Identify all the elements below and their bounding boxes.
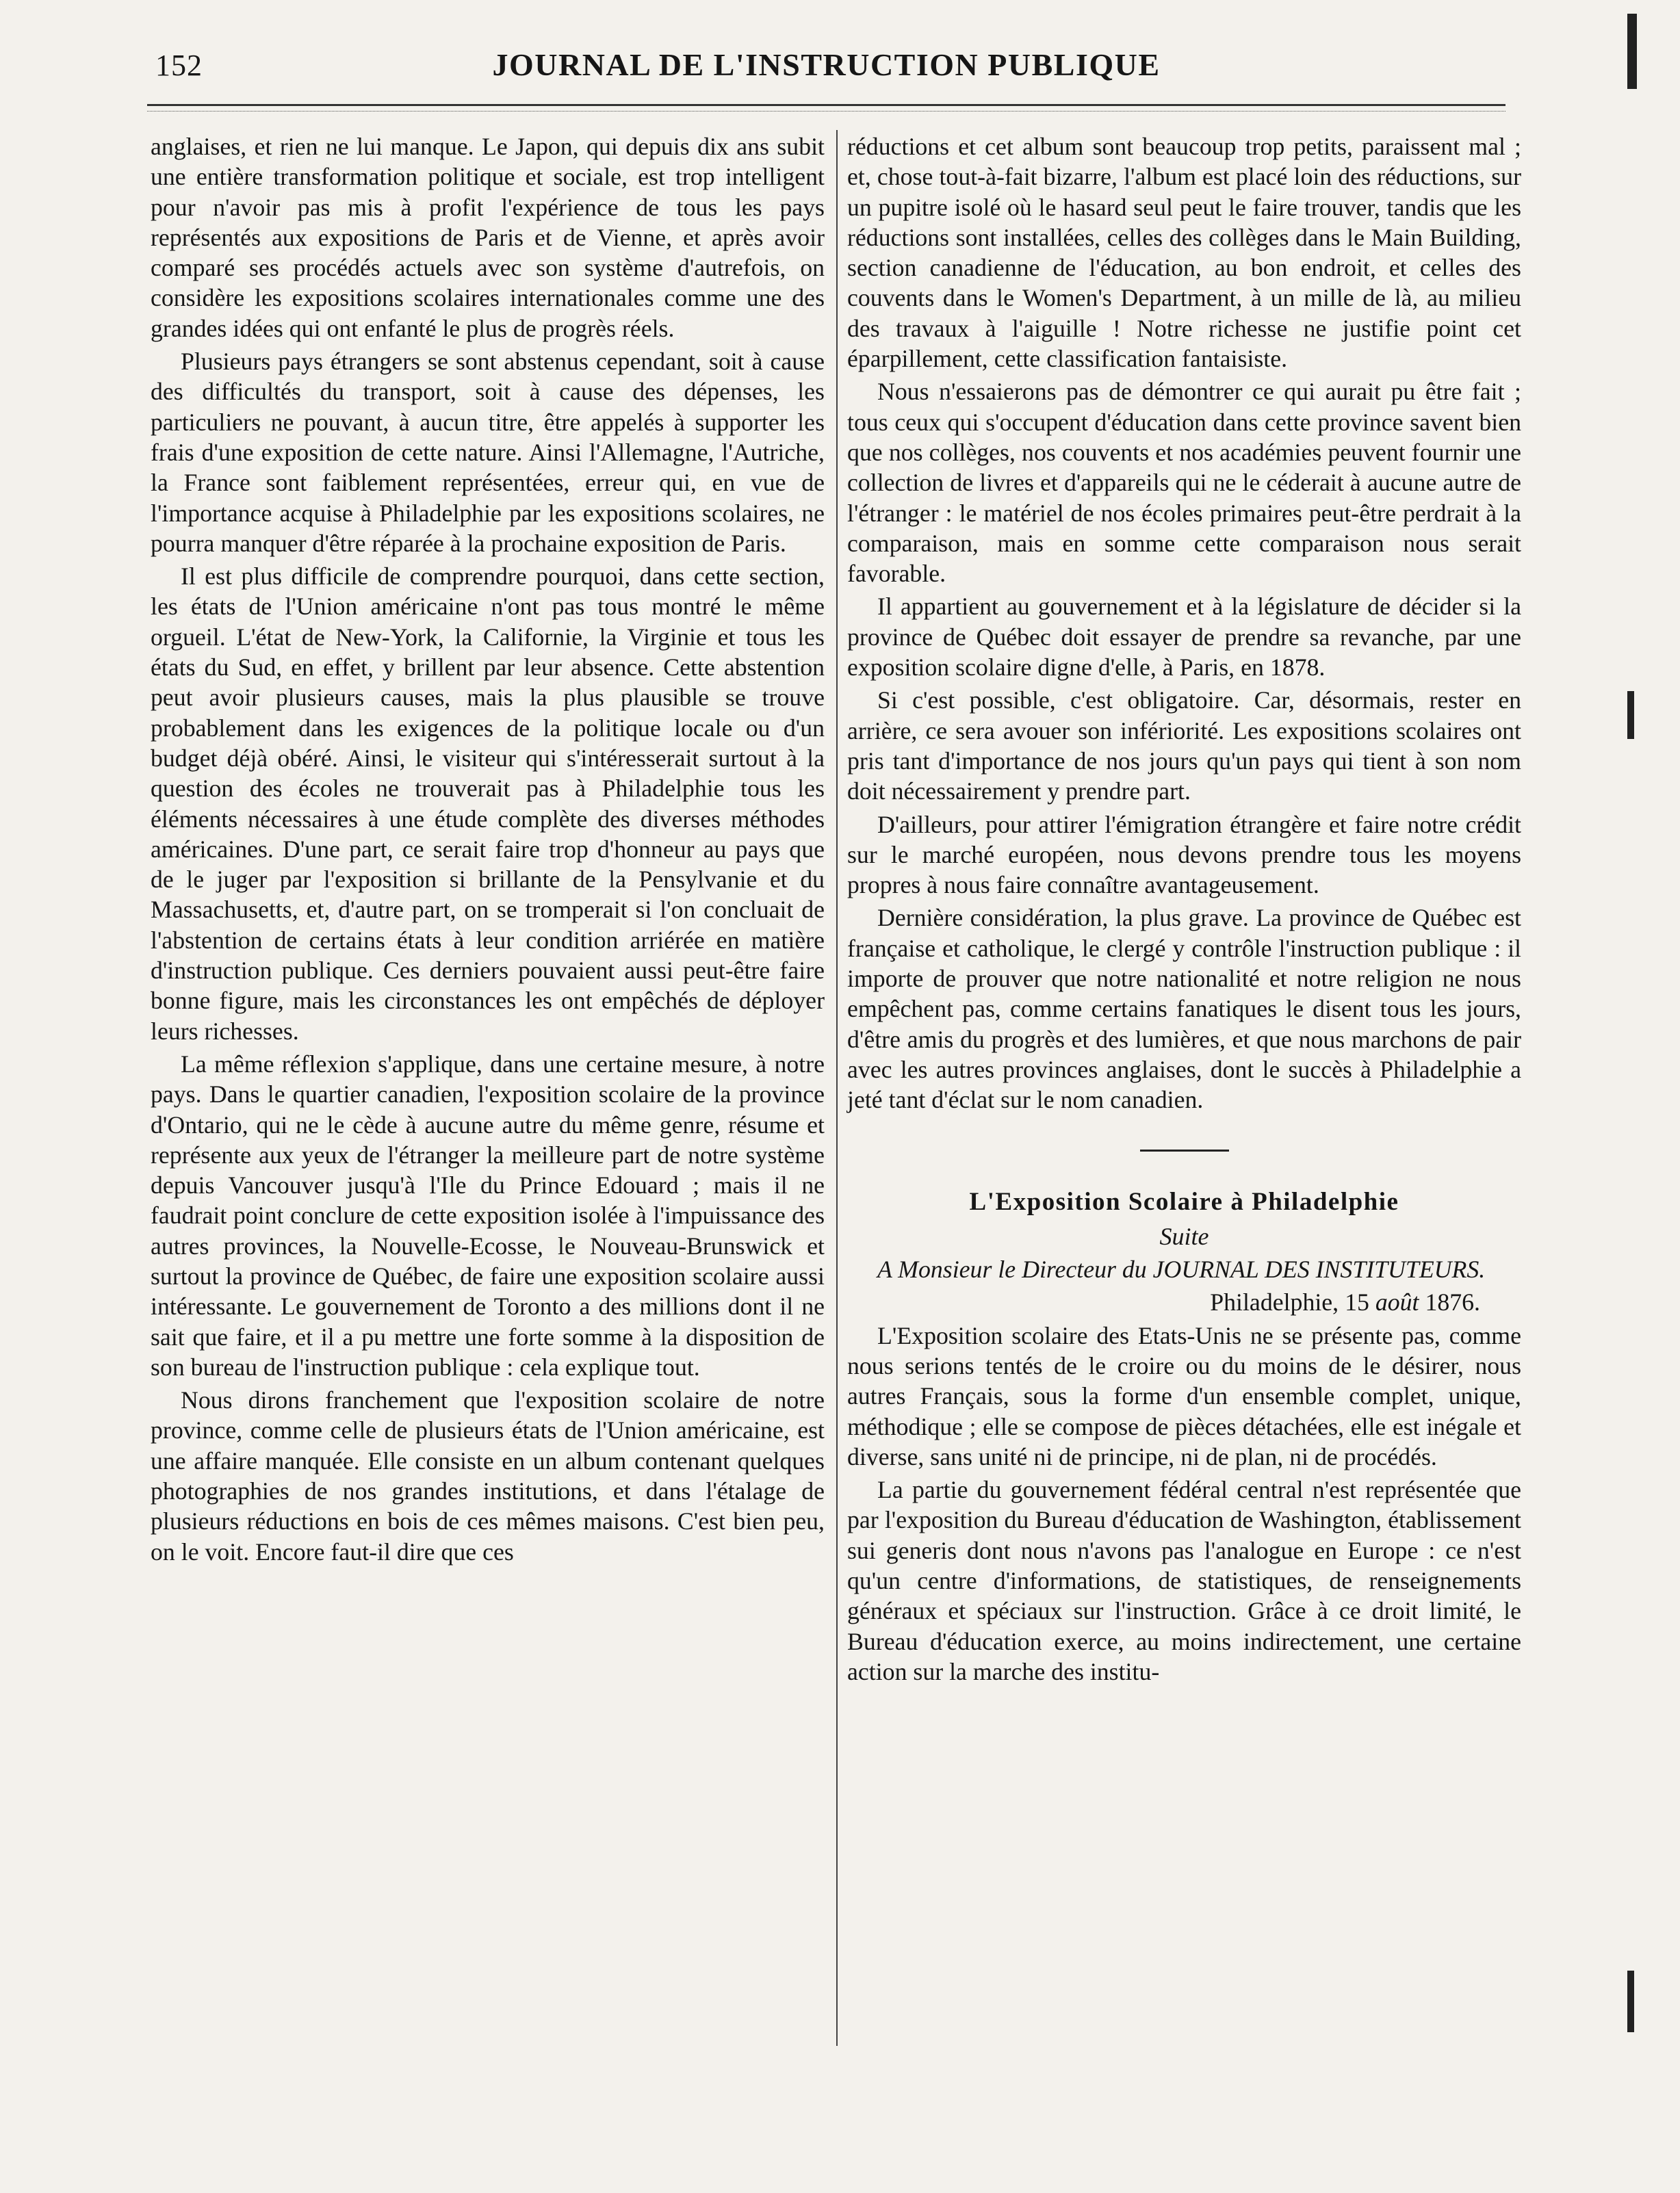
left-column	[151, 131, 825, 1570]
column-divider	[836, 130, 838, 2046]
paragraph: Nous dirons franchement que l'exposition scolaire de notre province, comme celle de plusieurs états de l'Union américaine, est une affaire manquée. Elle consiste en un album contenant quelques photographies de nos grandes institutions, et dans l'étalage de plusieurs réductions en bois de ces mêmes maisons. C'est bien peu, on le voit. Encore faut-il dire que ces	[151, 1386, 825, 1566]
article-title: L'Exposition Scolaire à Philadelphie	[969, 1187, 1399, 1216]
dateline-year: 1876.	[1425, 1288, 1480, 1316]
paragraph: Dernière considération, la plus grave. La province de Québec est française et catholique, le clergé y contrôle l'instruction publique : il importe de prouver que notre nationalité et notre religion ne nous empêchent pas, comme certains fanatiques le disent tous les jours, d'être amis du progrès et des lumières, et que nous marchons de pair avec les autres provinces anglaises, dont le succès à Philadelphie a jeté tant d'éclat sur le nom canadien.	[847, 904, 1521, 1114]
paragraph: Il est plus difficile de comprendre pourquoi, dans cette section, les états de l'Union américaine n'ont pas tous montré le même orgueil. L'état de New-York, la Californie, la Virginie et tous les états du Sud, en effet, y brillent par leur absence. Cette abstention peut avoir plusieurs causes, mais la plus plausible se trouve probablement dans les exigences de la politique locale ou d'un budget déjà obéré. Ainsi, le visiteur qui s'intéresserait surtout à la question des écoles ne trouverait pas à Philadelphie tous les éléments nécessaires à une étude complète des diverses méthodes américaines. D'une part, ce serait faire trop d'honneur au pays que de le juger par l'exposition si brillante de la Pensylvanie et du Massachusetts, et, d'autre part, on se tromperait si l'on concluait de l'abstention de certains états à leur condition arriérée en matière d'instruction publique. Ces derniers pouvaient aussi peut-être faire bonne figure, mais les circonstances les ont empêchés de déployer leurs richesses.	[151, 562, 825, 1045]
paragraph: anglaises, et rien ne lui manque. Le Japon, qui depuis dix ans subit une entière transformation politique et sociale, est trop intelligent pour n'avoir pas mis à profit l'expérience de tous les pays représentés aux expositions de Paris et de Vienne, et après avoir comparé ses procédés actuels avec son système d'autrefois, on considère les expositions scolaires internationales comme une des grandes idées qui ont enfanté le plus de progrès réels.	[151, 133, 825, 342]
paragraph: La même réflexion s'applique, dans une certaine mesure, à notre pays. Dans le quartier canadien, l'exposition scolaire de la province d'Ontario, qui ne le cède à aucune autre du même genre, résume et représente aux yeux de l'étranger la meilleure part de notre système depuis Vancouver jusqu'à l'Ile du Prince Edouard ; mais il ne faudrait point conclure de cette exposition isolée à l'impuissance des autres provinces, la Nouvelle-Ecosse, le Nouveau-Brunswick et surtout la province de Québec, de faire une exposition scolaire aussi intéressante. Le gouvernement de Toronto a des millions dont il ne sait que faire, et il a pu mettre une forte somme à la disposition de son bureau de l'instruction publique : cela explique tout.	[151, 1050, 825, 1381]
margin-binding-mark	[1627, 1971, 1634, 2032]
right-column	[847, 131, 1521, 1689]
paragraph: D'ailleurs, pour attirer l'émigration étrangère et faire notre crédit sur le marché européen, nous devons prendre tous les moyens propres à nous faire connaître avantageusement.	[847, 810, 1521, 899]
running-title: JOURNAL DE L'INSTRUCTION PUBLIQUE	[492, 47, 1161, 82]
margin-binding-mark	[1627, 691, 1634, 739]
dateline-month: août	[1375, 1288, 1419, 1316]
page-number: 152	[155, 49, 203, 82]
letter-salutation: A Monsieur le Directeur du JOURNAL DES INSTITUTEURS.	[877, 1256, 1486, 1284]
dateline-place: Philadelphie, 15	[1210, 1288, 1369, 1316]
page-header	[147, 42, 1505, 90]
paragraph: Il appartient au gouvernement et à la législature de décider si la province de Québec doit essayer de prendre sa revanche, par une exposition scolaire digne d'elle, à Paris, en 1878.	[847, 593, 1521, 682]
paragraph: Nous n'essaierons pas de démontrer ce qui aurait pu être fait ; tous ceux qui s'occupent d'éducation dans cette province savent bien que nos collèges, nos couvents et nos académies peuvent fournir une collection de livres et d'appareils qui ne le céderait à aucune autre de l'étranger : le matériel de nos écoles primaires peut-être perdrait à la comparaison, mais en somme cette comparaison nous serait favorable.	[847, 378, 1521, 588]
paragraph: Plusieurs pays étrangers se sont abstenus cependant, soit à cause des difficultés du transport, soit à cause des dépenses, les particuliers ne pouvant, à aucun titre, être appelés à supporter les frais d'une exposition de cette nature. Ainsi l'Allemagne, l'Autriche, la France sont faiblement représentées, erreur qui, en vue de l'importance acquise à Philadelphie par les expositions scolaires, ne pourra manquer d'être réparée à la prochaine exposition de Paris.	[151, 348, 825, 557]
paragraph: L'Exposition scolaire des Etats-Unis ne se présente pas, comme nous serions tentés de le croire ou du moins de le désirer, nous autres Français, sous la forme d'un ensemble complet, unique, méthodique ; elle se compose de pièces détachées, elle est inégale et diverse, sans unité ni de principe, ni de plan, ni de procédés.	[847, 1321, 1521, 1470]
article-continued-label: Suite	[1159, 1222, 1209, 1250]
paragraph: réductions et cet album sont beaucoup trop petits, paraissent mal ; et, chose tout-à-fait bizarre, l'album est placé loin des réductions, sur un pupitre isolé où le hasard seul peut le faire trouver, tandis que les réductions sont installées, celles des collèges dans le Main Building, section canadienne de l'éducation, au bon endroit, et celles des couvents dans le Women's Department, à un mille de là, au milieu des travaux à l'aiguille ! Notre richesse ne justifie point cet éparpillement, cette classification fantaisiste.	[847, 133, 1521, 373]
margin-binding-mark	[1627, 14, 1637, 89]
paragraph: Si c'est possible, c'est obligatoire. Car, désormais, rester en arrière, ce sera avouer son infériorité. Les expositions scolaires ont pris tant d'importance de nos jours qu'un pays qui tient à son nom doit nécessairement y prendre part.	[847, 686, 1521, 805]
paragraph: La partie du gouvernement fédéral central n'est représentée que par l'exposition du Bureau d'éducation de Washington, établissement sui generis dont nous n'avons pas l'analogue en Europe : ce n'est qu'un centre d'informations, de statistiques, de renseignements généraux et spéciaux sur l'instruction. Grâce à ce droit limité, le Bureau d'éducation exerce, au moins indirectement, une certaine action sur la marche des institu-	[847, 1476, 1521, 1685]
header-rule	[147, 104, 1505, 106]
header-rule-dotted	[147, 111, 1505, 112]
section-separator	[1140, 1150, 1229, 1152]
letter-dateline	[847, 1287, 1521, 1317]
